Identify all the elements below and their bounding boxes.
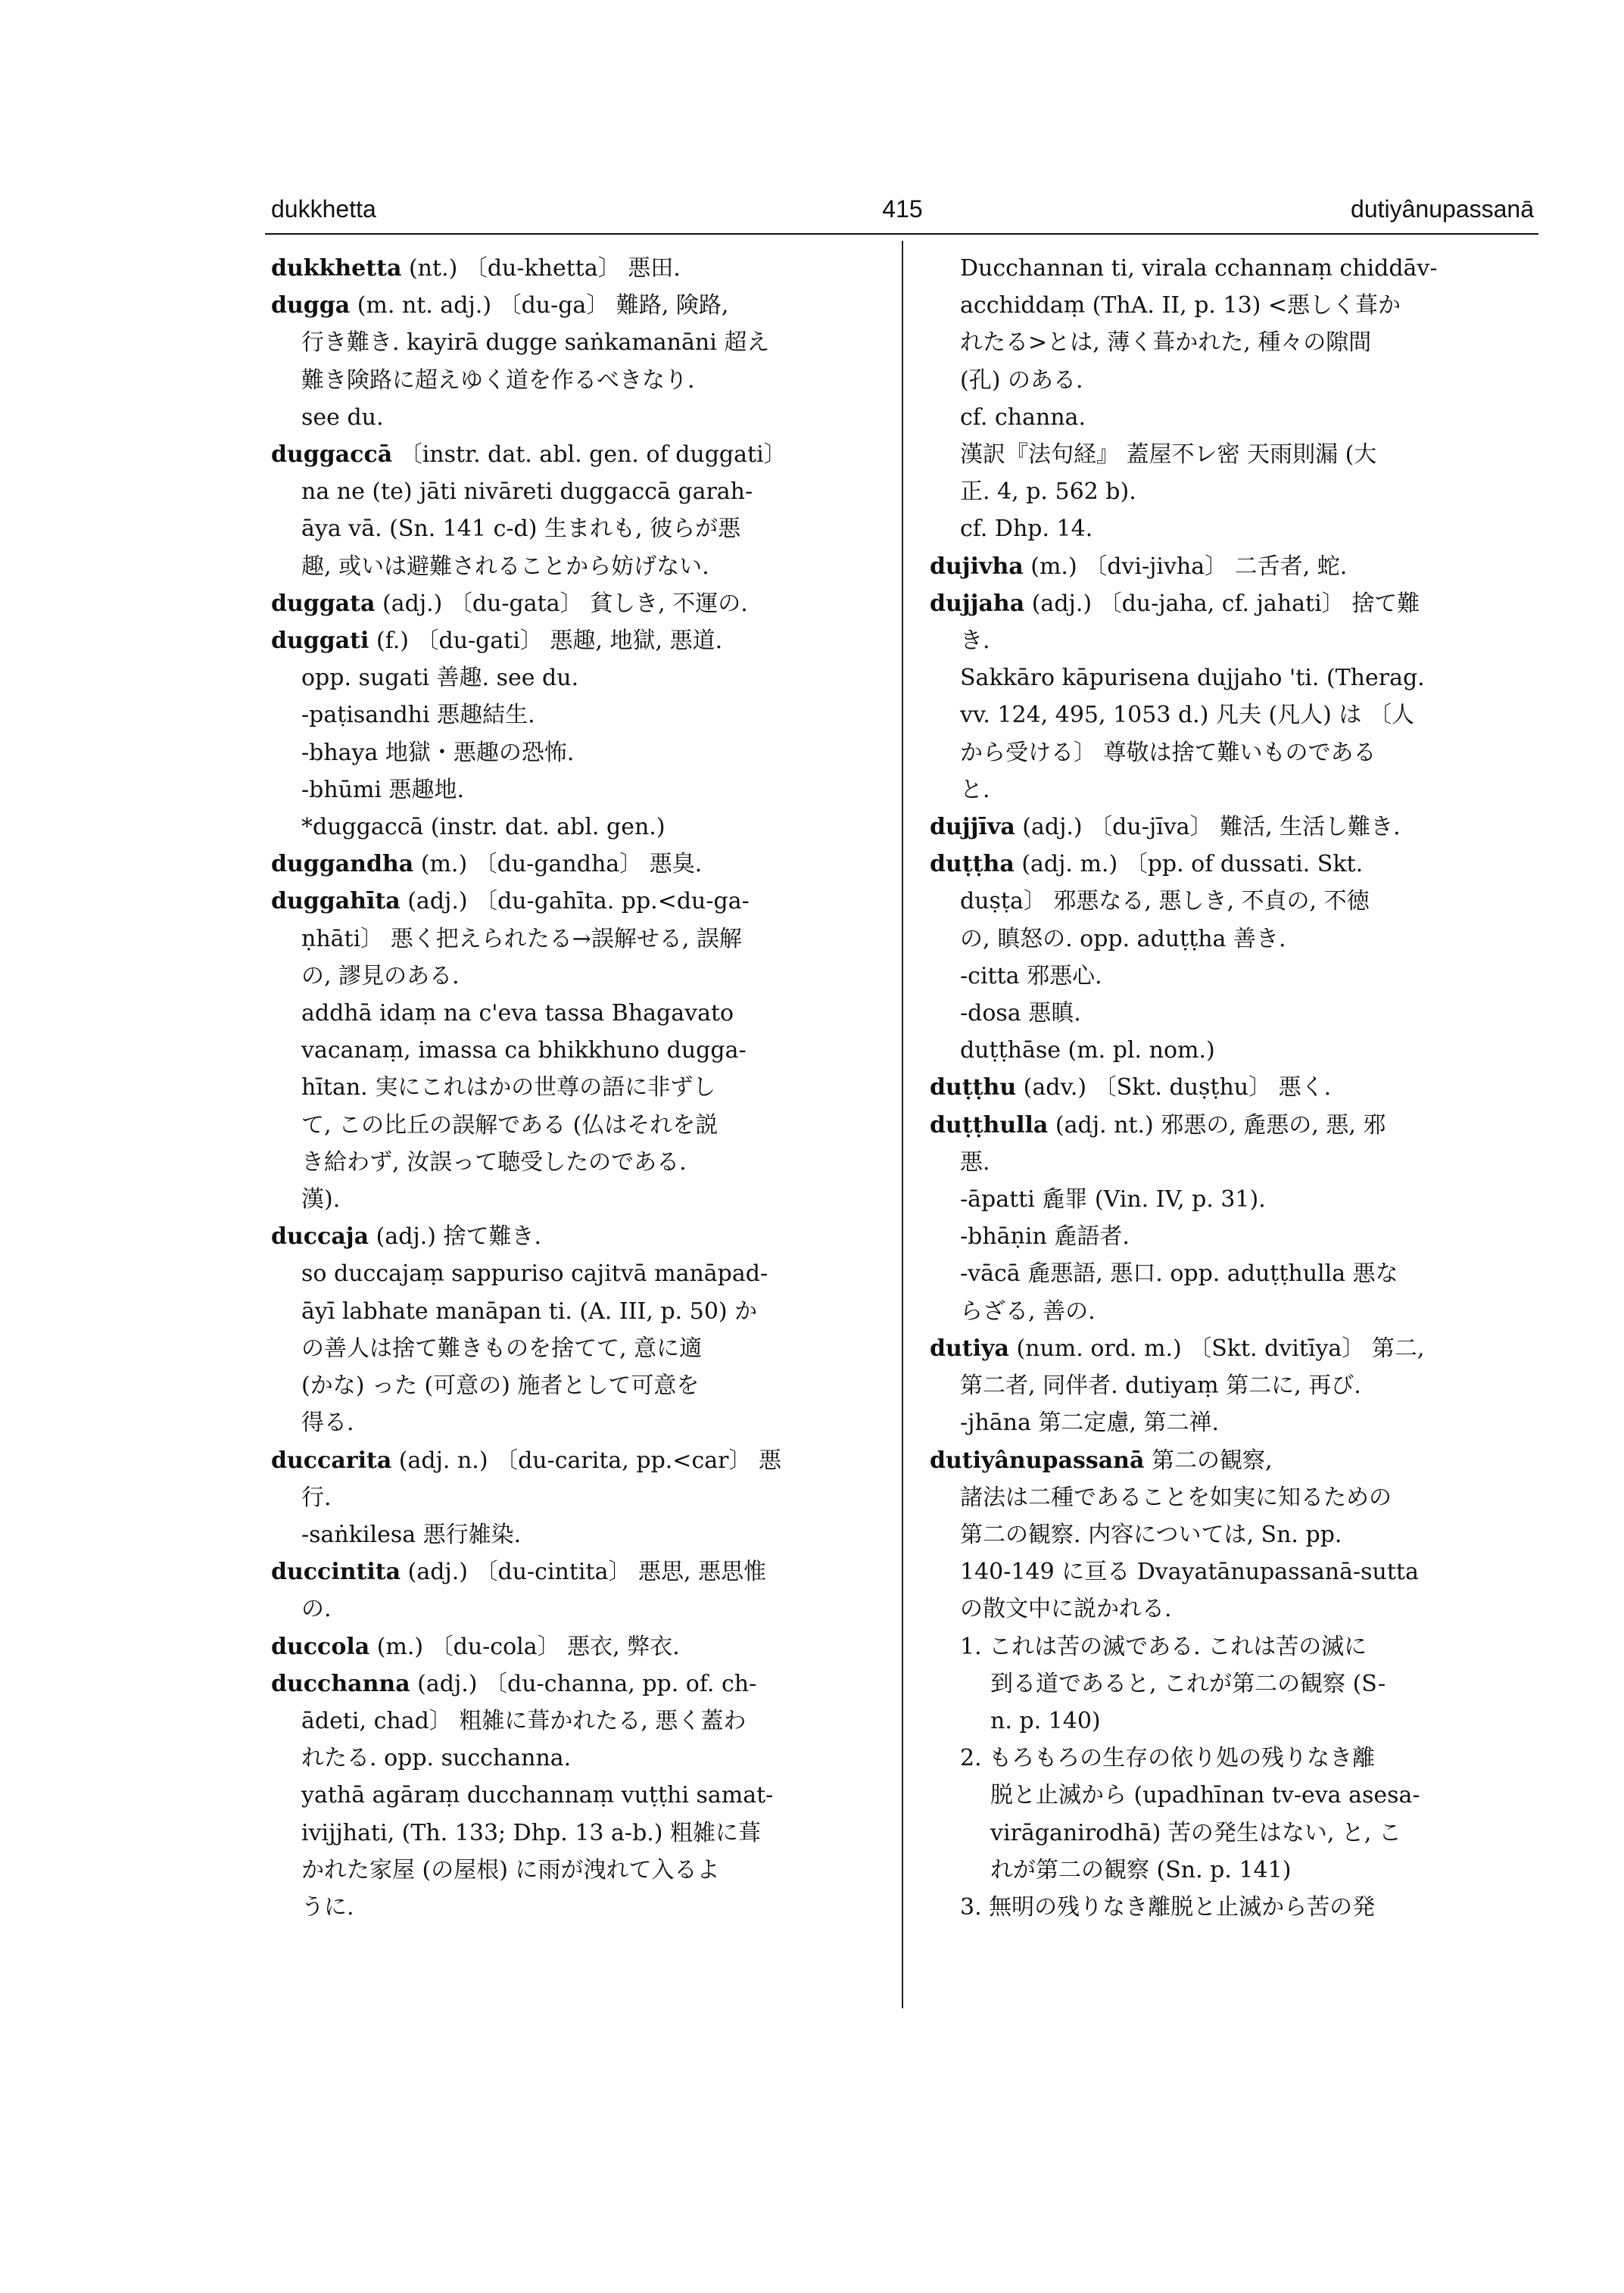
entry-text: (m.) 〔du-cola〕 悪衣, 弊衣. <box>369 1633 680 1660</box>
headword: duṭṭha <box>930 851 1015 878</box>
entry-text-line <box>930 510 1535 547</box>
left-running-head: dukkhetta <box>271 195 376 223</box>
entry-text: see du. <box>301 403 384 431</box>
headword: dutiya <box>930 1335 1009 1362</box>
entry-text: ivijjhati, (Th. 133; Dhp. 13 a-b.) 粗雑に葺 <box>301 1819 762 1846</box>
headword: duccola <box>271 1633 370 1660</box>
entry-headword-line <box>271 287 877 324</box>
entry-text-line <box>271 324 877 361</box>
entry-headword-line <box>271 1665 877 1703</box>
entry-headword-line <box>271 1218 877 1255</box>
entry-text-line <box>271 548 877 585</box>
entry-text: duṣṭa〕 邪悪なる, 悪しき, 不貞の, 不徳 <box>960 888 1370 915</box>
entry-text-line <box>930 696 1535 734</box>
entry-text: の, 謬見のある. <box>301 962 460 989</box>
headword: duṭṭhulla <box>930 1111 1049 1139</box>
entry-text: -paṭisandhi 悪趣結生. <box>301 702 535 729</box>
entry-text-line <box>271 473 877 510</box>
entry-text: 行き難き. kayirā dugge saṅkamanāni 超え <box>301 329 770 357</box>
entry-text: (adj. nt.) 邪悪の, 麁悪の, 悪, 邪 <box>1048 1111 1386 1139</box>
entry-text-line <box>930 1628 1535 1665</box>
entry-text: yathā agāraṃ ducchannaṃ vuṭṭhi samat- <box>301 1782 774 1809</box>
entry-text: n. p. 140) <box>990 1707 1101 1734</box>
entry-text: 漢). <box>301 1186 341 1213</box>
entry-text-line <box>271 1144 877 1181</box>
entry-text-line <box>271 1255 877 1292</box>
entry-text: -bhaya 地獄・悪趣の恐怖. <box>301 739 575 766</box>
entry-text-line <box>271 696 877 734</box>
entry-text-line <box>930 1665 1535 1703</box>
entry-text-line <box>930 362 1535 399</box>
entry-text: き. <box>960 628 990 655</box>
entry-headword-line <box>930 585 1535 622</box>
entry-text: の, 瞋怒の. opp. aduṭṭha 善き. <box>960 925 1286 952</box>
entry-text-line <box>930 436 1535 473</box>
entry-text: の善人は捨て難きものを捨てて, 意に適 <box>301 1335 703 1362</box>
entry-text: の散文中に説かれる. <box>960 1596 1172 1623</box>
headword: ducchanna <box>271 1670 410 1697</box>
entry-text: ādeti, chad〕 粗雑に葺かれたる, 悪く蓋わ <box>301 1707 747 1734</box>
entry-text: (f.) 〔du-gati〕 悪趣, 地獄, 悪道. <box>369 628 723 655</box>
entry-text-line <box>271 1032 877 1069</box>
entry-text: らざる, 善の. <box>960 1298 1096 1325</box>
entry-text: (m.) 〔du-gandha〕 悪臭. <box>413 851 703 878</box>
entry-text: 悪. <box>960 1148 990 1176</box>
entry-headword-line <box>930 548 1535 585</box>
entry-text-line <box>930 1479 1535 1516</box>
entry-text: -vācā 麁悪語, 悪口. opp. aduṭṭhulla 悪な <box>960 1260 1398 1288</box>
entry-headword-line <box>271 1628 877 1665</box>
entry-text-line <box>271 921 877 958</box>
entry-text-line <box>930 1218 1535 1255</box>
entry-text-line <box>271 1815 877 1852</box>
headword: duggati <box>271 628 369 655</box>
page-number: 415 <box>882 195 923 223</box>
headword: dutiyânupassanā <box>930 1447 1145 1474</box>
entry-text: āyī labhate manāpan ti. (A. III, p. 50) か <box>301 1298 758 1325</box>
entry-headword-line <box>271 250 877 287</box>
entry-text: (adj.) 〔du-gahīta. pp.<du-ga- <box>400 888 750 915</box>
headword: duggandha <box>271 851 414 878</box>
header-rule <box>265 233 1538 235</box>
entry-headword-line <box>930 1107 1535 1144</box>
entry-text-line <box>271 995 877 1032</box>
entry-text: (adj.) 〔du-channa, pp. of. ch- <box>410 1670 757 1697</box>
entry-headword-line <box>271 1553 877 1590</box>
headword: duggata <box>271 590 376 617</box>
headword: duccaja <box>271 1223 369 1251</box>
entry-text-line <box>930 324 1535 361</box>
entry-text: Ducchannan ti, virala cchannaṃ chiddāv- <box>960 255 1438 282</box>
entry-text: の. <box>301 1596 332 1623</box>
entry-headword-line <box>271 883 877 920</box>
entry-text: (adj.) 〔du-cintita〕 悪思, 悪思惟 <box>401 1559 767 1586</box>
entry-text-line <box>271 734 877 771</box>
entry-text-line <box>930 622 1535 659</box>
entry-text-line <box>930 883 1535 920</box>
entry-text-line <box>930 250 1535 287</box>
entry-text-line <box>271 1107 877 1144</box>
entry-text-line <box>271 1703 877 1740</box>
entry-text: addhā idaṃ na c'eva tassa Bhagavato <box>301 1000 734 1027</box>
headword: dukkhetta <box>271 255 402 282</box>
entry-text-line <box>930 1404 1535 1441</box>
entry-text-line <box>930 1255 1535 1292</box>
entry-text-line <box>271 1889 877 1926</box>
entry-text: vacanaṃ, imassa ca bhikkhuno dugga- <box>301 1037 747 1064</box>
entry-text: 行. <box>301 1484 332 1511</box>
entry-text: -saṅkilesa 悪行雑染. <box>301 1521 522 1548</box>
entry-text: ṇhāti〕 悪く把えられたる→誤解せる, 誤解 <box>301 925 742 952</box>
entry-headword-line <box>930 846 1535 883</box>
entry-text: -jhāna 第二定慮, 第二禅. <box>960 1410 1219 1437</box>
entry-text-line <box>271 1590 877 1628</box>
entry-text-line <box>930 1852 1535 1889</box>
entry-text: て, この比丘の誤解である (仏はそれを説 <box>301 1111 718 1139</box>
entry-text: 第二の観察. 内容については, Sn. pp. <box>960 1521 1342 1548</box>
entry-headword-line <box>930 1069 1535 1106</box>
entry-text: うに. <box>301 1893 354 1921</box>
entry-text-line <box>930 1293 1535 1330</box>
entry-text-line <box>930 287 1535 324</box>
entry-text-line <box>930 1889 1535 1926</box>
entry-text: (adv.) 〔Skt. duṣṭhu〕 悪く. <box>1016 1074 1332 1101</box>
entry-text-line <box>930 399 1535 436</box>
entry-text: 第二の観察, <box>1144 1447 1273 1474</box>
entry-headword-line <box>930 808 1535 846</box>
left-column <box>271 250 877 1926</box>
entry-text-line <box>271 659 877 696</box>
right-running-head: dutiyânupassanā <box>1351 195 1534 223</box>
entry-text: (adj. n.) 〔du-carita, pp.<car〕 悪 <box>391 1447 782 1474</box>
entry-text: (孔) のある. <box>960 366 1083 394</box>
entry-text: れたる>とは, 薄く葺かれた, 種々の隙間 <box>960 329 1372 357</box>
entry-text-line <box>930 995 1535 1032</box>
entry-text-line <box>271 1293 877 1330</box>
entry-text-line <box>271 1852 877 1889</box>
entry-text: (m. nt. adj.) 〔du-ga〕 難路, 険路, <box>350 292 729 319</box>
headword: duggaccā <box>271 441 393 469</box>
entry-text: *duggaccā (instr. dat. abl. gen.) <box>301 814 665 841</box>
headword: dugga <box>271 292 351 319</box>
entry-text: れたる. opp. succhanna. <box>301 1745 572 1772</box>
headword: duccintita <box>271 1559 401 1586</box>
entry-text: 脱と止滅から (upadhīnan tv-eva asesa- <box>990 1782 1420 1809</box>
page-header <box>271 195 1534 233</box>
entry-text: -āpatti 麁罪 (Vin. IV, p. 31). <box>960 1186 1266 1213</box>
entry-text: 〔instr. dat. abl. gen. of duggati〕 <box>392 441 787 469</box>
entry-text-line <box>271 771 877 808</box>
entry-text: から受ける〕 尊敬は捨て難いものである <box>960 739 1376 766</box>
entry-headword-line <box>271 1442 877 1479</box>
entry-text-line <box>930 1590 1535 1628</box>
entry-text: acchiddaṃ (ThA. II, p. 13) <悪しく葺か <box>960 292 1401 319</box>
entry-text: cf. channa. <box>960 403 1086 431</box>
entry-text-line <box>271 510 877 547</box>
entry-text: vv. 124, 495, 1053 d.) 凡夫 (凡人) は 〔人 <box>960 702 1414 729</box>
entry-text: 到る道であると, これが第二の観察 (S- <box>990 1670 1386 1697</box>
entry-text: -bhāṇin 麁語者. <box>960 1223 1130 1251</box>
entry-text-line <box>930 771 1535 808</box>
entry-text-line <box>271 1181 877 1218</box>
entry-headword-line <box>271 846 877 883</box>
entry-text: (adj.) 〔du-jīva〕 難活, 生活し難き. <box>1015 814 1401 841</box>
entry-text-line <box>930 659 1535 696</box>
entry-text-line <box>930 1181 1535 1218</box>
entry-text: (かな) った (可意の) 施者として可意を <box>301 1372 700 1400</box>
entry-text: (adj.) 〔du-gata〕 貧しき, 不運の. <box>375 590 748 617</box>
entry-text-line <box>930 1815 1535 1852</box>
entry-text-line <box>930 1144 1535 1181</box>
headword: duccarita <box>271 1447 392 1474</box>
entry-text: (adj.) 捨て難き. <box>369 1223 542 1251</box>
headword: dujjaha <box>930 590 1025 617</box>
entry-text-line <box>930 1367 1535 1404</box>
entry-text: 1. これは苦の滅である. これは苦の滅に <box>960 1633 1367 1660</box>
entry-text-line <box>271 1404 877 1441</box>
entry-text: āya vā. (Sn. 141 c-d) 生まれも, 彼らが悪 <box>301 516 741 543</box>
entry-text: hītan. 実にこれはかの世尊の語に非ずし <box>301 1074 716 1101</box>
entry-text: cf. Dhp. 14. <box>960 516 1093 543</box>
entry-text: -citta 邪悪心. <box>960 962 1102 989</box>
entry-text: 2. もろもろの生存の依り処の残りなき離 <box>960 1745 1376 1772</box>
entry-text-line <box>930 1553 1535 1590</box>
entry-text: と. <box>960 776 990 803</box>
entry-text: 諸法は二種であることを如実に知るための <box>960 1484 1392 1511</box>
entry-text-line <box>930 734 1535 771</box>
entry-text-line <box>271 1777 877 1814</box>
entry-text: 3. 無明の残りなき離脱と止滅から苦の発 <box>960 1893 1376 1921</box>
entry-text: れが第二の観察 (Sn. p. 141) <box>990 1856 1292 1883</box>
entry-text: -bhūmi 悪趣地. <box>301 776 465 803</box>
column-divider <box>902 241 903 2008</box>
entry-headword-line <box>271 622 877 659</box>
headword: duṭṭhu <box>930 1074 1017 1101</box>
entry-text: 得る. <box>301 1410 354 1437</box>
headword: duggahīta <box>271 888 401 915</box>
entry-text-line <box>930 1516 1535 1553</box>
entry-text-line <box>930 1032 1535 1069</box>
entry-text: (m.) 〔dvi-jivha〕 二舌者, 蛇. <box>1023 553 1348 580</box>
entry-text: duṭṭhāse (m. pl. nom.) <box>960 1037 1215 1064</box>
entry-text-line <box>271 362 877 399</box>
entry-text-line <box>271 1330 877 1367</box>
entry-text-line <box>930 1740 1535 1777</box>
entry-text-line <box>271 958 877 995</box>
entry-text: (adj.) 〔du-jaha, cf. jahati〕 捨て難 <box>1024 590 1420 617</box>
entry-text: opp. sugati 善趣. see du. <box>301 665 579 692</box>
entry-text: na ne (te) jāti nivāreti duggaccā garah- <box>301 478 753 506</box>
entry-text-line <box>271 808 877 846</box>
entry-text-line <box>930 1777 1535 1814</box>
entry-headword-line <box>271 585 877 622</box>
entry-text-line <box>271 1479 877 1516</box>
headword: dujivha <box>930 553 1024 580</box>
entry-text: (nt.) 〔du-khetta〕 悪田. <box>401 255 681 282</box>
entry-headword-line <box>930 1442 1535 1479</box>
entry-text: 難き険路に超えゆく道を作るべきなり. <box>301 366 695 394</box>
entry-text: (num. ord. m.) 〔Skt. dvitīya〕 第二, <box>1008 1335 1425 1362</box>
entry-text-line <box>271 399 877 436</box>
entry-headword-line <box>271 436 877 473</box>
entry-text-line <box>271 1740 877 1777</box>
entry-text-line <box>271 1367 877 1404</box>
entry-text: かれた家屋 (の屋根) に雨が洩れて入るよ <box>301 1856 720 1883</box>
entry-text: 正. 4, p. 562 b). <box>960 478 1136 506</box>
entry-text-line <box>930 1703 1535 1740</box>
entry-text: 趣, 或いは避難されることから妨げない. <box>301 553 709 580</box>
entry-text: 140-149 に亘る Dvayatānupassanā-sutta <box>960 1559 1419 1586</box>
headword: dujjīva <box>930 814 1015 841</box>
entry-text-line <box>271 1516 877 1553</box>
entry-text: -dosa 悪瞋. <box>960 1000 1081 1027</box>
right-column <box>930 250 1535 1926</box>
entry-text: 漢訳『法句経』 蓋屋不レ密 天雨則漏 (大 <box>960 441 1377 469</box>
entry-text: き給わず, 汝誤って聴受したのである. <box>301 1148 687 1176</box>
entry-text-line <box>271 1069 877 1106</box>
entry-text-line <box>930 473 1535 510</box>
entry-text: (adj. m.) 〔pp. of dussati. Skt. <box>1014 851 1364 878</box>
entry-headword-line <box>930 1330 1535 1367</box>
entry-text-line <box>930 921 1535 958</box>
entry-text: virāganirodhā) 苦の発生はない, と, こ <box>990 1819 1401 1846</box>
entry-text: so duccajaṃ sappuriso cajitvā manāpad- <box>301 1260 768 1288</box>
entry-text: Sakkāro kāpurisena dujjaho 'ti. (Therag. <box>960 665 1425 692</box>
entry-text: 第二者, 同伴者. dutiyaṃ 第二に, 再び. <box>960 1372 1361 1400</box>
entry-text-line <box>930 958 1535 995</box>
